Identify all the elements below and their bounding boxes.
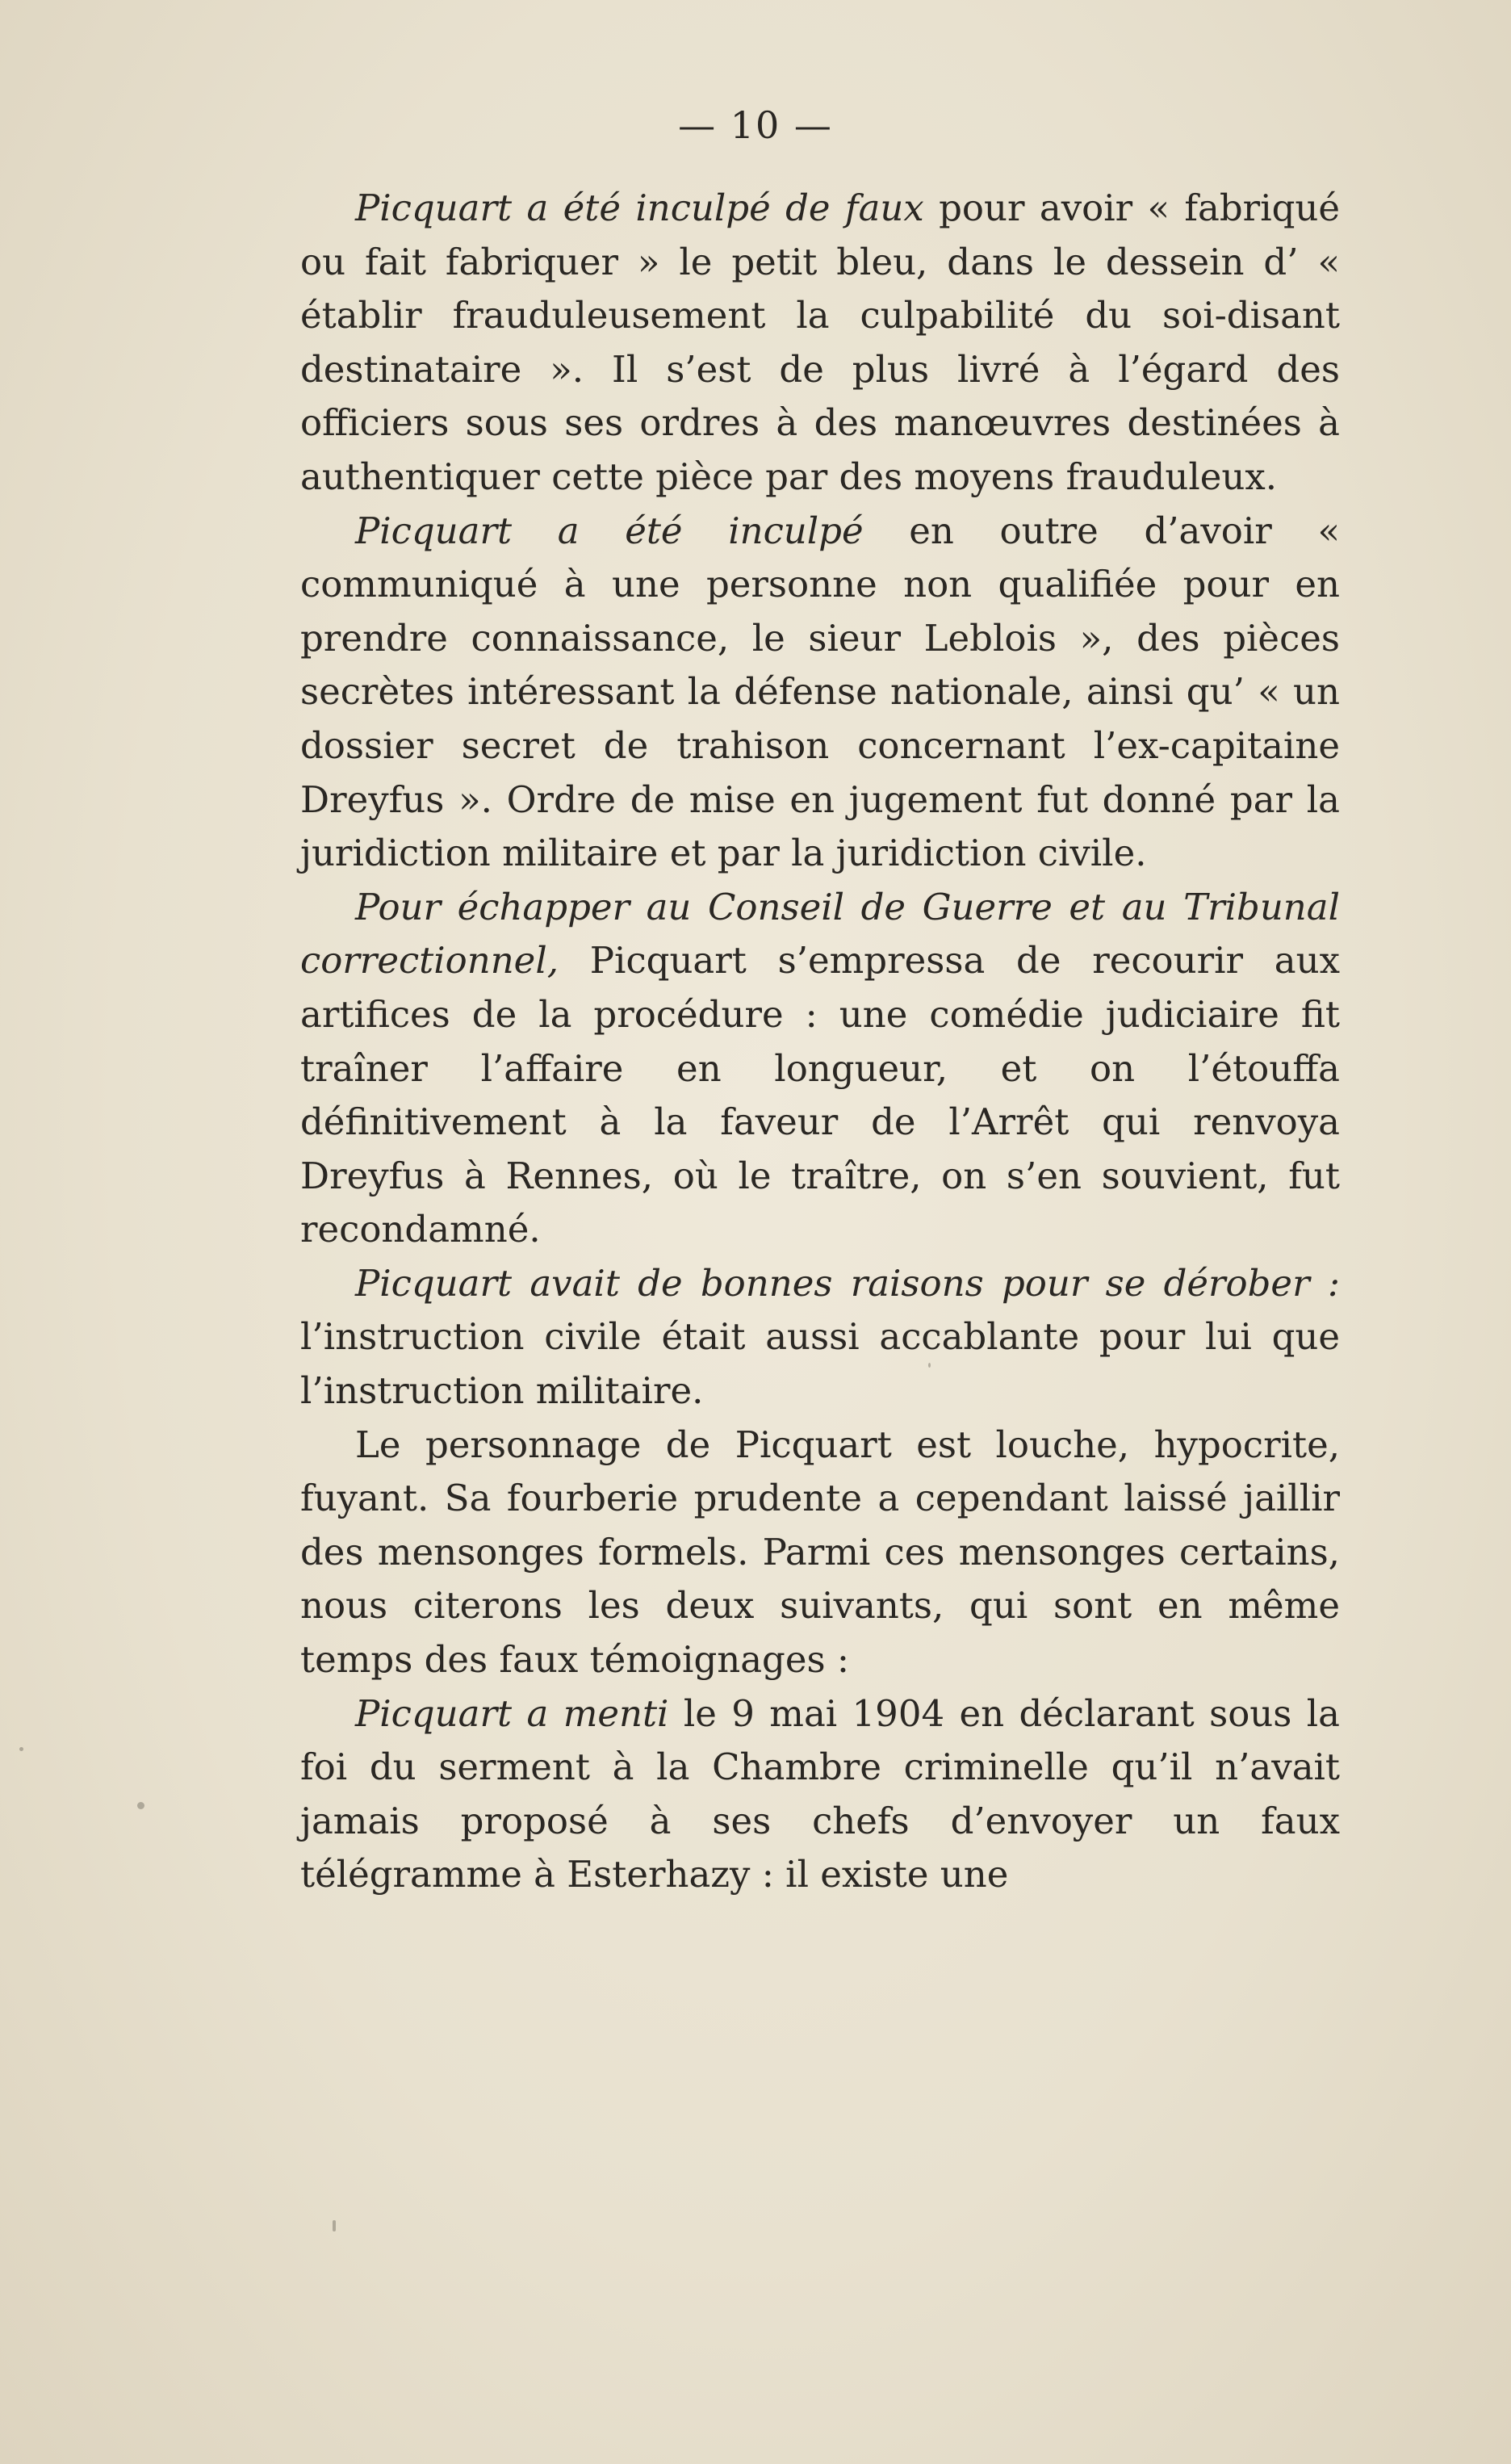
paragraph-procedure — [300, 881, 1340, 1257]
paper-speck — [137, 1802, 144, 1809]
page-number: — 10 — — [678, 103, 833, 147]
italic-lead: Picquart a été inculpé de faux — [355, 186, 924, 229]
italic-lead: Picquart a menti — [355, 1691, 669, 1735]
paper-speck — [928, 1363, 931, 1368]
paragraph-text: pour avoir « fabriqué ou fait fabriquer » le petit bleu, dans le dessein d’ « établir frauduleusement la culpabilité du soi-disant destinataire ». Il s’est de plus livré à l’égard des officiers sous ses ordres à des manœuvres destinées à authentiquer cette pièce par des moyens frauduleux. — [300, 186, 1341, 498]
paper-speck — [333, 2220, 336, 2231]
paragraph-menti — [300, 1687, 1340, 1902]
italic-lead: Pour échapper au Conseil de Guerre et au Tribunal correctionnel, — [300, 885, 1340, 983]
italic-lead: Picquart avait de bonnes raisons pour se dérober : — [355, 1261, 1340, 1305]
paragraph-text: Le personnage de Picquart est louche, hypocrite, fuyant. Sa fourberie prudente a cependant laissé jaillir des mensonges formels. Parmi ces mensonges certains, nous citerons les deux suivants, qui sont en même temps des faux témoignages : — [300, 1423, 1340, 1682]
paragraph-communication-charge — [300, 505, 1340, 881]
paragraph-text: en outre d’avoir « communiqué à une personne non qualifiée pour en prendre connaissance, le sieur Leblois », des pièces secrètes intéressant la défense nationale, ainsi qu’ « un dossier secret de trahison concernant l’ex-capitaine Dreyfus ». Ordre de mise en jugement fut donné par la juridiction militaire et par la juridiction civile. — [300, 509, 1340, 875]
paragraph-text: le 9 mai 1904 en déclarant sous la foi du serment à la Chambre criminelle qu’il n’avait jamais proposé à ses chefs d’envoyer un faux télégramme à Esterhazy : il existe une — [300, 1691, 1340, 1896]
paragraph-text: l’instruction civile était aussi accablante pour lui que l’instruction militaire. — [300, 1315, 1340, 1413]
paragraph-dérober — [300, 1257, 1340, 1418]
body-text — [300, 182, 1340, 1902]
paper-speck — [19, 1747, 23, 1751]
paragraph-faux-charge — [300, 182, 1340, 505]
paragraph-text: Picquart s’empressa de recourir aux artifices de la procédure : une comédie judiciaire fit traîner l’affaire en longueur, et on l’étouffa définitivement à la faveur de l’Arrêt qui renvoya Dreyfus à Rennes, où le traître, on s’en souvient, fut recondamné. — [300, 939, 1340, 1251]
italic-lead: Picquart a été inculpé — [355, 509, 864, 552]
paragraph-personnage — [300, 1418, 1340, 1687]
